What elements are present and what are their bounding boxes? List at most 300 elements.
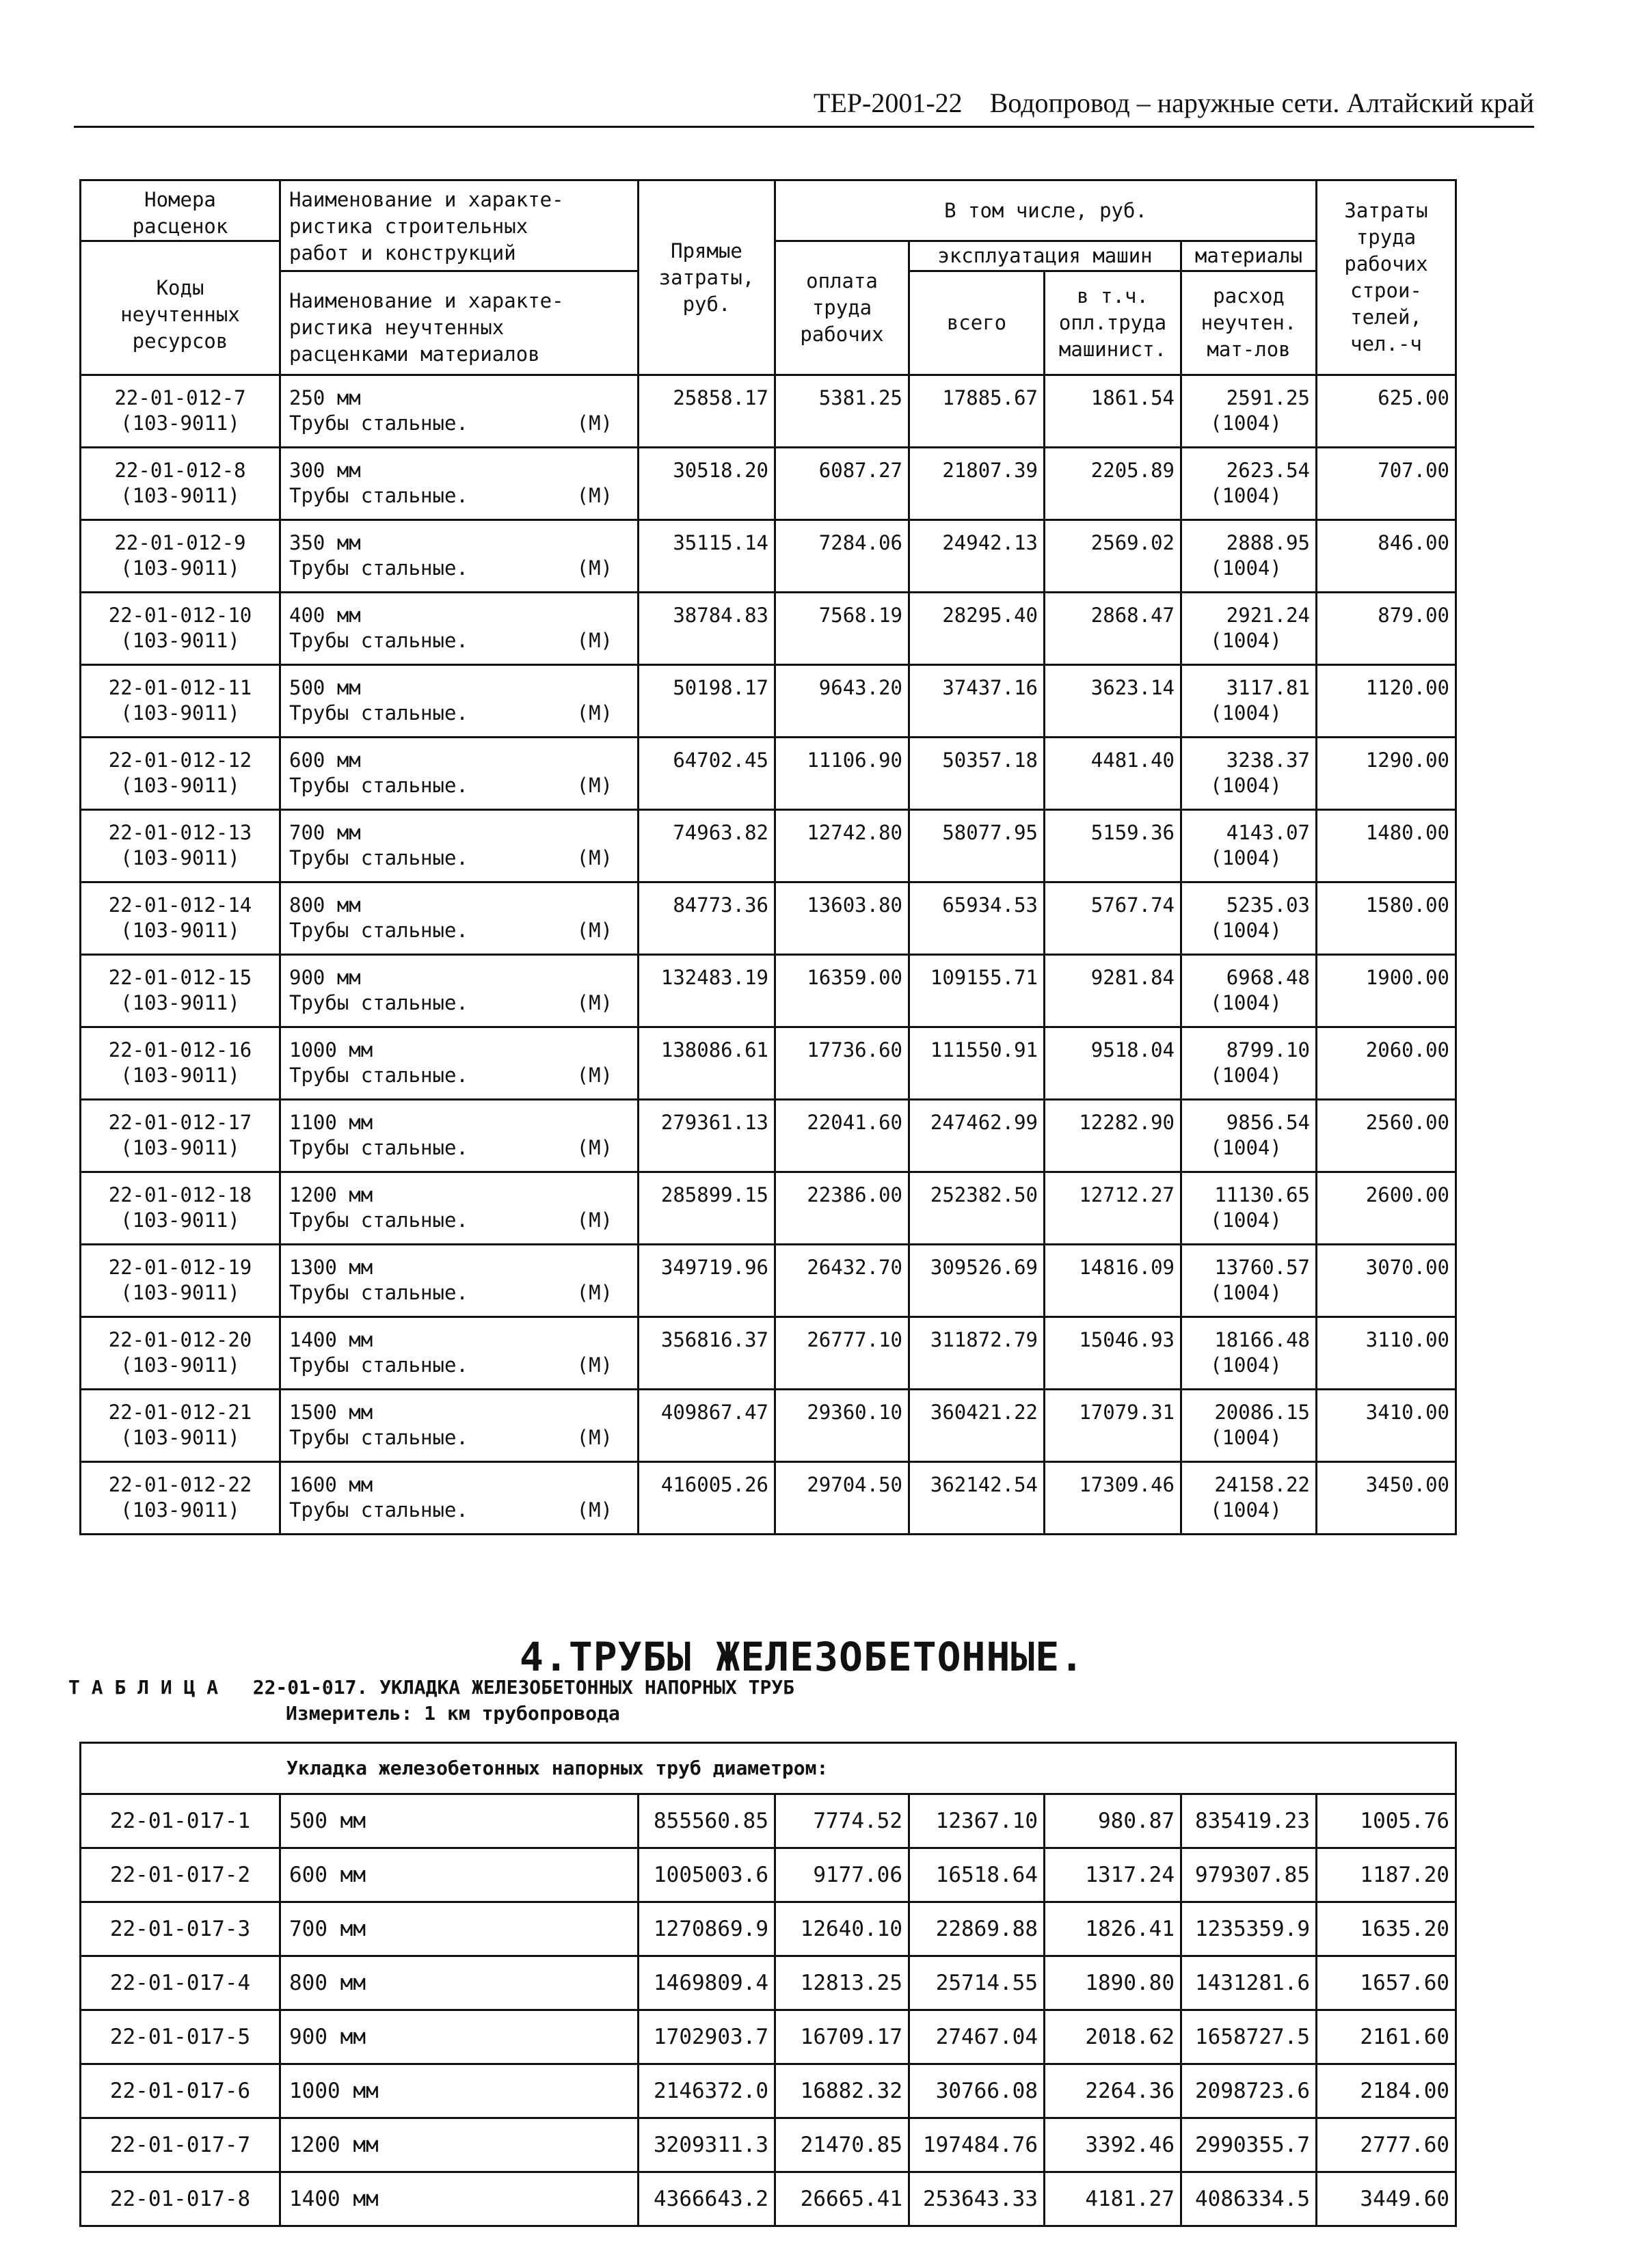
mach-cell <box>909 2172 1045 2226</box>
mach-cell <box>909 1245 1045 1317</box>
rate-code: 22-01-012-9 <box>114 531 246 554</box>
hdr-text: Коды <box>156 276 204 299</box>
pay-cell <box>775 375 909 448</box>
material-line <box>289 918 637 943</box>
mach-value: 311872.79 <box>930 1328 1038 1351</box>
rate-code-cell <box>81 2064 280 2118</box>
mach-cell <box>909 810 1045 882</box>
materials-cell <box>1181 665 1317 738</box>
hdr-machines: эксплуатация машин <box>909 241 1181 271</box>
mach_pay-value: 2569.02 <box>1090 531 1175 554</box>
labor-value: 3450.00 <box>1365 1473 1449 1496</box>
direct-cell <box>639 1794 775 1848</box>
hdr-text: Затраты <box>1344 199 1428 222</box>
mach_pay-value: 1826.41 <box>1085 1917 1175 1941</box>
hdr-text: неучтенных <box>120 303 240 326</box>
rate-code: 22-01-017-2 <box>109 1863 251 1887</box>
resource-code: (103-9011) <box>120 919 240 942</box>
material-unit: (М) <box>576 701 613 725</box>
pipe-diameter: 1400 мм <box>289 2187 379 2211</box>
materials-value: 5235.03 <box>1226 893 1310 917</box>
material-unit: (М) <box>576 629 613 652</box>
pipe-diameter: 800 мм <box>289 1971 366 1995</box>
table-row <box>81 1317 1456 1390</box>
pay-cell <box>775 1245 909 1317</box>
materials-value: 9856.54 <box>1226 1111 1310 1134</box>
pay-cell <box>775 520 909 593</box>
resource-code: (103-9011) <box>120 629 240 652</box>
mat-cell <box>1181 2118 1317 2172</box>
labor-value: 625.00 <box>1378 386 1449 409</box>
table-row <box>81 448 1456 520</box>
mach_pay-value: 17079.31 <box>1079 1401 1175 1424</box>
table-subtitle: Укладка железобетонных напорных труб диаметром: <box>81 1743 1456 1794</box>
material-line <box>289 628 637 653</box>
mach-cell <box>909 375 1045 448</box>
mach-cell <box>909 2010 1045 2064</box>
direct-value: 279361.13 <box>660 1111 768 1134</box>
rate-code-cell <box>81 1848 280 1902</box>
pay-value: 29360.10 <box>807 1401 902 1424</box>
pay-cell <box>775 1794 909 1848</box>
labor-cell <box>1317 810 1456 882</box>
direct-value: 855560.85 <box>654 1809 768 1833</box>
direct-cell <box>639 1390 775 1462</box>
labor-value: 2161.60 <box>1360 2025 1450 2049</box>
mach_pay-cell <box>1045 2064 1181 2118</box>
mach-value: 28295.40 <box>942 604 1038 627</box>
work-name-cell <box>280 738 639 810</box>
material-unit: (М) <box>576 484 613 507</box>
rate-code: 22-01-017-4 <box>109 1971 251 1995</box>
pay-value: 9177.06 <box>813 1863 902 1887</box>
direct-value: 4366643.2 <box>654 2187 768 2211</box>
materials-value: 2888.95 <box>1226 531 1310 554</box>
direct-cell <box>639 593 775 665</box>
table-row <box>81 955 1456 1027</box>
materials-value: 18166.48 <box>1214 1328 1310 1351</box>
mat-value: 4086334.5 <box>1195 2187 1310 2211</box>
pay-value: 22041.60 <box>807 1111 902 1134</box>
labor-value: 2184.00 <box>1360 2079 1450 2103</box>
direct-cell <box>639 1027 775 1100</box>
materials-resource: (1004) <box>1210 411 1282 435</box>
mach-cell <box>909 2064 1045 2118</box>
hdr-resource-codes <box>81 241 280 375</box>
materials-cell <box>1181 1390 1317 1462</box>
table-row <box>81 2064 1456 2118</box>
pay-cell <box>775 1902 909 1956</box>
pay-value: 16882.32 <box>800 2079 902 2103</box>
mat-value: 1658727.5 <box>1195 2025 1310 2049</box>
rate-code-cell <box>81 1462 280 1535</box>
materials-value: 4143.07 <box>1226 821 1310 844</box>
rate-code-cell <box>81 375 280 448</box>
material-name: Трубы стальные. <box>289 411 468 435</box>
table-row <box>81 1245 1456 1317</box>
mach_pay-value: 9518.04 <box>1090 1038 1175 1062</box>
mach-value: 360421.22 <box>930 1401 1038 1424</box>
pipe-diameter: 900 мм <box>289 966 361 989</box>
materials-resource: (1004) <box>1210 991 1282 1014</box>
mach-value: 24942.13 <box>942 531 1038 554</box>
mach_pay-cell <box>1045 1317 1181 1390</box>
labor-cell <box>1317 1317 1456 1390</box>
pay-cell <box>775 2010 909 2064</box>
material-unit: (М) <box>576 1064 613 1087</box>
work-name-cell <box>280 1794 639 1848</box>
direct-cell <box>639 2172 775 2226</box>
resource-code: (103-9011) <box>120 774 240 797</box>
direct-cell <box>639 1245 775 1317</box>
rate-code-cell <box>81 1245 280 1317</box>
labor-cell <box>1317 520 1456 593</box>
resource-code: (103-9011) <box>120 411 240 435</box>
material-unit: (М) <box>576 1136 613 1159</box>
mach-value: 12367.10 <box>935 1809 1038 1833</box>
direct-value: 30518.20 <box>673 459 768 482</box>
labor-value: 1900.00 <box>1365 966 1449 989</box>
materials-value: 2591.25 <box>1226 386 1310 409</box>
material-line <box>289 1063 637 1088</box>
hdr-labor-pay <box>775 241 909 375</box>
mach-cell <box>909 593 1045 665</box>
pipe-diameter: 1600 мм <box>289 1473 373 1496</box>
hdr-text: труда <box>1356 226 1417 249</box>
rate-code: 22-01-012-8 <box>114 459 246 482</box>
pay-value: 7568.19 <box>818 604 902 627</box>
work-name-cell <box>280 375 639 448</box>
pay-cell <box>775 955 909 1027</box>
pipe-diameter: 700 мм <box>289 1917 366 1941</box>
rate-code: 22-01-017-7 <box>109 2133 251 2157</box>
mach-value: 22869.88 <box>935 1917 1038 1941</box>
pipe-diameter: 800 мм <box>289 893 361 917</box>
direct-cell <box>639 520 775 593</box>
hdr-labor-cost <box>1317 180 1456 375</box>
material-unit: (М) <box>576 556 613 580</box>
mach_pay-value: 12712.27 <box>1079 1183 1175 1206</box>
materials-cell <box>1181 1462 1317 1535</box>
mat-cell <box>1181 1902 1317 1956</box>
table-row <box>81 1848 1456 1902</box>
material-unit: (М) <box>576 991 613 1014</box>
resource-code: (103-9011) <box>120 1426 240 1449</box>
rate-code: 22-01-012-11 <box>108 676 252 699</box>
mach-cell <box>909 520 1045 593</box>
rate-code: 22-01-012-10 <box>108 604 252 627</box>
material-line <box>289 1425 637 1450</box>
labor-value: 1290.00 <box>1365 748 1449 772</box>
materials-resource: (1004) <box>1210 1209 1282 1232</box>
materials-resource: (1004) <box>1210 1281 1282 1304</box>
mat-value: 1235359.9 <box>1195 1917 1310 1941</box>
labor-value: 1480.00 <box>1365 821 1449 844</box>
direct-cell <box>639 738 775 810</box>
table-row <box>81 2118 1456 2172</box>
mach-value: 109155.71 <box>930 966 1038 989</box>
mach_pay-cell <box>1045 2118 1181 2172</box>
table-row <box>81 1956 1456 2010</box>
materials-value: 24158.22 <box>1214 1473 1310 1496</box>
materials-cell <box>1181 955 1317 1027</box>
materials-value: 13760.57 <box>1214 1256 1310 1279</box>
rate-code: 22-01-017-1 <box>109 1809 251 1833</box>
rate-code: 22-01-012-7 <box>114 386 246 409</box>
labor-cell <box>1317 1902 1456 1956</box>
materials-resource: (1004) <box>1210 774 1282 797</box>
direct-value: 64702.45 <box>673 748 768 772</box>
pipe-diameter: 1000 мм <box>289 2079 379 2103</box>
mach_pay-cell <box>1045 448 1181 520</box>
labor-cell <box>1317 882 1456 955</box>
mach-value: 253643.33 <box>923 2187 1038 2211</box>
material-line <box>289 1280 637 1306</box>
mat-cell <box>1181 1794 1317 1848</box>
materials-resource: (1004) <box>1210 629 1282 652</box>
direct-value: 50198.17 <box>673 676 768 699</box>
labor-cell <box>1317 1172 1456 1245</box>
material-unit: (М) <box>576 1209 613 1232</box>
table-row <box>81 520 1456 593</box>
direct-cell <box>639 448 775 520</box>
rate-code-cell <box>81 1027 280 1100</box>
labor-cell <box>1317 1848 1456 1902</box>
work-name-cell <box>280 955 639 1027</box>
direct-cell <box>639 1172 775 1245</box>
material-line <box>289 773 637 798</box>
hdr-text: затраты, <box>658 265 755 289</box>
labor-value: 879.00 <box>1378 604 1449 627</box>
labor-cell <box>1317 1027 1456 1100</box>
header-title: ТЕР-2001-22 Водопровод – наружные сети. Алтайский край <box>813 87 1534 118</box>
material-name: Трубы стальные. <box>289 991 468 1014</box>
material-name: Трубы стальные. <box>289 1353 468 1377</box>
labor-value: 3410.00 <box>1365 1401 1449 1424</box>
labor-value: 1120.00 <box>1365 676 1449 699</box>
rate-code: 22-01-012-20 <box>108 1328 252 1351</box>
mach_pay-value: 1861.54 <box>1090 386 1175 409</box>
mat-cell <box>1181 1956 1317 2010</box>
labor-value: 846.00 <box>1378 531 1449 554</box>
mach_pay-cell <box>1045 375 1181 448</box>
mach_pay-cell <box>1045 665 1181 738</box>
mach_pay-cell <box>1045 1462 1181 1535</box>
labor-cell <box>1317 1100 1456 1172</box>
mach-cell <box>909 1956 1045 2010</box>
mach_pay-value: 5767.74 <box>1090 893 1175 917</box>
materials-cell <box>1181 593 1317 665</box>
labor-value: 1580.00 <box>1365 893 1449 917</box>
labor-value: 2060.00 <box>1365 1038 1449 1062</box>
mach_pay-value: 2868.47 <box>1090 604 1175 627</box>
mach_pay-cell <box>1045 810 1181 882</box>
material-name: Трубы стальные. <box>289 1136 468 1159</box>
direct-cell <box>639 2064 775 2118</box>
pay-value: 7284.06 <box>818 531 902 554</box>
page-header <box>74 81 1534 128</box>
mach-value: 30766.08 <box>935 2079 1038 2103</box>
rate-code: 22-01-012-19 <box>108 1256 252 1279</box>
mat-cell <box>1181 2172 1317 2226</box>
labor-value: 3110.00 <box>1365 1328 1449 1351</box>
pipe-diameter: 400 мм <box>289 604 361 627</box>
pipe-diameter: 600 мм <box>289 748 361 772</box>
hdr-text: машинист. <box>1058 338 1167 361</box>
rate-code-cell <box>81 810 280 882</box>
work-name-cell <box>280 1390 639 1462</box>
pay-value: 7774.52 <box>813 1809 902 1833</box>
labor-cell <box>1317 738 1456 810</box>
table-header <box>81 180 1456 375</box>
pay-cell <box>775 1848 909 1902</box>
labor-cell <box>1317 2118 1456 2172</box>
pipe-diameter: 1300 мм <box>289 1256 373 1279</box>
direct-value: 1005003.6 <box>654 1863 768 1887</box>
materials-cell <box>1181 1245 1317 1317</box>
rate-code-cell <box>81 955 280 1027</box>
materials-resource: (1004) <box>1210 484 1282 507</box>
hdr-text: Наименование и характе- <box>289 289 564 312</box>
mach-cell <box>909 1902 1045 1956</box>
direct-cell <box>639 1462 775 1535</box>
rate-code-cell <box>81 2010 280 2064</box>
pay-cell <box>775 1027 909 1100</box>
material-line <box>289 1208 637 1233</box>
direct-value: 2146372.0 <box>654 2079 768 2103</box>
material-line <box>289 846 637 871</box>
material-name: Трубы стальные. <box>289 701 468 725</box>
rate-code: 22-01-012-22 <box>108 1473 252 1496</box>
pipe-diameter: 1000 мм <box>289 1038 373 1062</box>
mach_pay-value: 4481.40 <box>1090 748 1175 772</box>
hdr-materials: материалы <box>1181 241 1317 271</box>
pipe-diameter: 300 мм <box>289 459 361 482</box>
table-row <box>81 1462 1456 1535</box>
hdr-text: оплата <box>806 269 878 293</box>
labor-cell <box>1317 955 1456 1027</box>
mach_pay-value: 1317.24 <box>1085 1863 1175 1887</box>
pipe-diameter: 900 мм <box>289 2025 366 2049</box>
pay-value: 9643.20 <box>818 676 902 699</box>
work-name-cell <box>280 448 639 520</box>
rate-code-cell <box>81 1317 280 1390</box>
rate-code-cell <box>81 665 280 738</box>
resource-code: (103-9011) <box>120 556 240 580</box>
material-name: Трубы стальные. <box>289 1209 468 1232</box>
materials-value: 6968.48 <box>1226 966 1310 989</box>
pipe-diameter: 600 мм <box>289 1863 366 1887</box>
mach_pay-cell <box>1045 1794 1181 1848</box>
mach_pay-cell <box>1045 1848 1181 1902</box>
resource-code: (103-9011) <box>120 1209 240 1232</box>
materials-cell <box>1181 1172 1317 1245</box>
pipe-diameter: 1200 мм <box>289 2133 379 2157</box>
rate-code-cell <box>81 1390 280 1462</box>
materials-cell <box>1181 1100 1317 1172</box>
hdr-text: труда <box>812 296 872 319</box>
table-row <box>81 1902 1456 1956</box>
hdr-text: ристика строительных <box>289 215 528 238</box>
direct-cell <box>639 1100 775 1172</box>
material-name: Трубы стальные. <box>289 556 468 580</box>
pay-cell <box>775 810 909 882</box>
hdr-text: работ и конструкций <box>289 241 516 265</box>
hdr-text: расценками материалов <box>289 342 540 366</box>
direct-cell <box>639 1848 775 1902</box>
rate-code: 22-01-012-18 <box>108 1183 252 1206</box>
pipe-diameter: 700 мм <box>289 821 361 844</box>
rate-code: 22-01-017-6 <box>109 2079 251 2103</box>
direct-cell <box>639 882 775 955</box>
table-row <box>81 810 1456 882</box>
direct-value: 74963.82 <box>673 821 768 844</box>
material-line <box>289 1135 637 1161</box>
mach-value: 37437.16 <box>942 676 1038 699</box>
table-row <box>81 882 1456 955</box>
rate-code-cell <box>81 448 280 520</box>
rate-code-cell <box>81 2118 280 2172</box>
materials-resource: (1004) <box>1210 1064 1282 1087</box>
mach_pay-value: 2205.89 <box>1090 459 1175 482</box>
material-unit: (М) <box>576 846 613 869</box>
rate-code-cell <box>81 882 280 955</box>
materials-resource: (1004) <box>1210 1353 1282 1377</box>
direct-value: 285899.15 <box>660 1183 768 1206</box>
hdr-text: руб. <box>682 292 731 316</box>
labor-value: 1005.76 <box>1360 1809 1450 1833</box>
mach-cell <box>909 738 1045 810</box>
mach_pay-cell <box>1045 955 1181 1027</box>
pipe-diameter: 350 мм <box>289 531 361 554</box>
hdr-machines-incl <box>1045 271 1181 375</box>
mach_pay-value: 14816.09 <box>1079 1256 1175 1279</box>
pay-value: 12813.25 <box>800 1971 902 1995</box>
rate-code: 22-01-012-12 <box>108 748 252 772</box>
direct-value: 35115.14 <box>673 531 768 554</box>
pipe-diameter: 250 мм <box>289 386 361 409</box>
direct-cell <box>639 665 775 738</box>
rate-code: 22-01-012-21 <box>108 1401 252 1424</box>
mat-value: 2990355.7 <box>1195 2133 1310 2157</box>
labor-cell <box>1317 1462 1456 1535</box>
labor-cell <box>1317 2172 1456 2226</box>
hdr-text: Прямые <box>671 239 742 262</box>
materials-cell <box>1181 882 1317 955</box>
material-name: Трубы стальные. <box>289 1498 468 1522</box>
pay-cell <box>775 738 909 810</box>
materials-value: 11130.65 <box>1214 1183 1310 1206</box>
rate-code: 22-01-012-17 <box>108 1111 252 1134</box>
pay-value: 26665.41 <box>800 2187 902 2211</box>
mach-value: 17885.67 <box>942 386 1038 409</box>
pay-cell <box>775 1100 909 1172</box>
hdr-rate-numbers <box>81 180 280 241</box>
rate-code: 22-01-017-8 <box>109 2187 251 2211</box>
hdr-text: ристика неучтенных <box>289 316 505 339</box>
mach-cell <box>909 1317 1045 1390</box>
mach_pay-cell <box>1045 1100 1181 1172</box>
mach_pay-cell <box>1045 593 1181 665</box>
hdr-direct-costs <box>639 180 775 375</box>
resource-code: (103-9011) <box>120 1136 240 1159</box>
rate-code-cell <box>81 1794 280 1848</box>
material-unit: (М) <box>576 919 613 942</box>
materials-resource: (1004) <box>1210 846 1282 869</box>
hdr-text: рабочих <box>800 323 884 346</box>
direct-value: 1270869.9 <box>654 1917 768 1941</box>
mach_pay-cell <box>1045 1245 1181 1317</box>
